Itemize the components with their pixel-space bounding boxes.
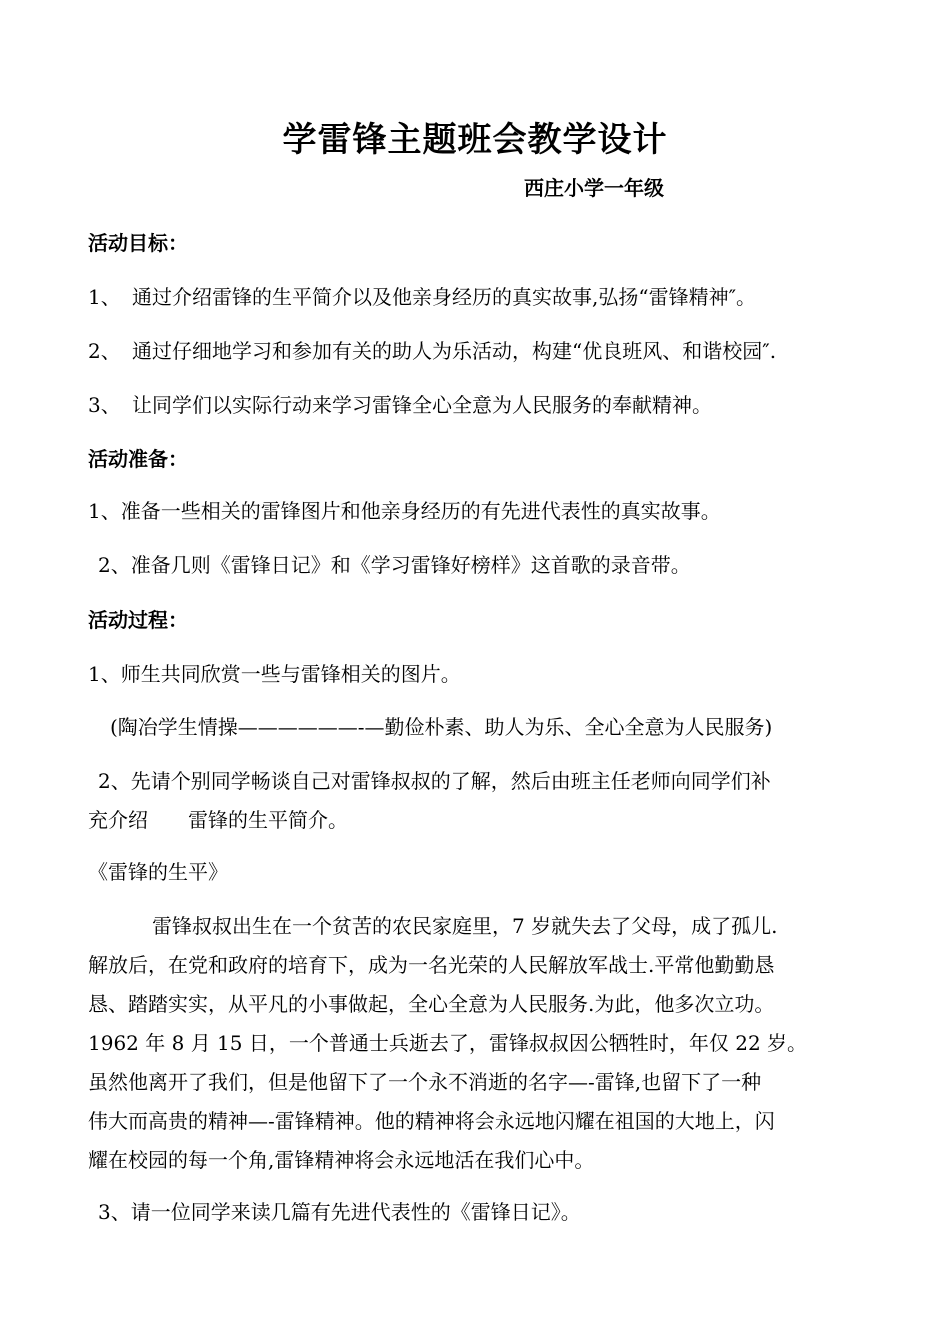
story-line: 解放后，在党和政府的培育下，成为一名光荣的人民解放军战士.平常他勤勤恳: [88, 953, 775, 977]
story-line: 雷锋叔叔出生在一个贫苦的农民家庭里，7 岁就失去了父母，成了孤儿.: [152, 914, 778, 938]
process-step-2-line-1: 2、先请个别同学畅谈自己对雷锋叔叔的了解，然后由班主任老师向同学们补: [98, 769, 771, 793]
document-subtitle: 西庄小学一年级: [524, 176, 664, 200]
story-line: 恳、踏踏实实，从平凡的小事做起，全心全意为人民服务.为此，他多次立功。: [88, 992, 775, 1016]
goal-item-number: 1、: [88, 285, 121, 309]
goal-item-text: 让同学们以实际行动来学习雷锋全心全意为人民服务的奉献精神。: [132, 393, 712, 417]
document-title: 学雷锋主题班会教学设计: [282, 120, 668, 160]
story-line: 虽然他离开了我们，但是他留下了一个永不消逝的名字—-雷锋,也留下了一种: [88, 1070, 762, 1094]
goal-item-2: [88, 337, 776, 365]
preparation-item-2: 2、准备几则《雷锋日记》和《学习雷锋好榜样》这首歌的录音带。: [98, 553, 691, 577]
goal-item-1: [88, 283, 756, 311]
story-line: 伟大而高贵的精神—-雷锋精神。他的精神将会永远地闪耀在祖国的大地上，闪: [88, 1109, 775, 1133]
preparation-heading: 活动准备：: [88, 447, 188, 471]
preparation-item-1: 1、准备一些相关的雷锋图片和他亲身经历的有先进代表性的真实故事。: [88, 499, 721, 523]
story-title: 《雷锋的生平》: [88, 860, 228, 884]
story-line: 耀在校园的每一个角,雷锋精神将会永远地活在我们心中。: [88, 1148, 595, 1172]
process-step-1: 1、师生共同欣赏一些与雷锋相关的图片。: [88, 662, 461, 686]
story-line: 1962 年 8 月 15 日，一个普通士兵逝去了，雷锋叔叔因公牺牲时，年仅 22 岁。: [88, 1031, 808, 1055]
goal-item-number: 3、: [88, 393, 121, 417]
goal-item-number: 2、: [88, 339, 121, 363]
process-step-1-note: (陶冶学生情操——————-—勤俭朴素、助人为乐、全心全意为人民服务): [110, 715, 773, 739]
goal-item-text: 通过介绍雷锋的生平简介以及他亲身经历的真实故事,弘扬“雷锋精神″。: [132, 285, 757, 309]
process-heading: 活动过程：: [88, 608, 188, 632]
goal-item-text: 通过仔细地学习和参加有关的助人为乐活动，构建“优良班风、和谐校园″.: [132, 339, 777, 363]
process-step-2-line-2: 充介绍 雷锋的生平简介。: [88, 808, 348, 832]
process-step-3: 3、请一位同学来读几篇有先进代表性的《雷锋日记》。: [98, 1200, 581, 1224]
goal-item-3: [88, 391, 712, 419]
goals-heading: 活动目标：: [88, 231, 188, 255]
